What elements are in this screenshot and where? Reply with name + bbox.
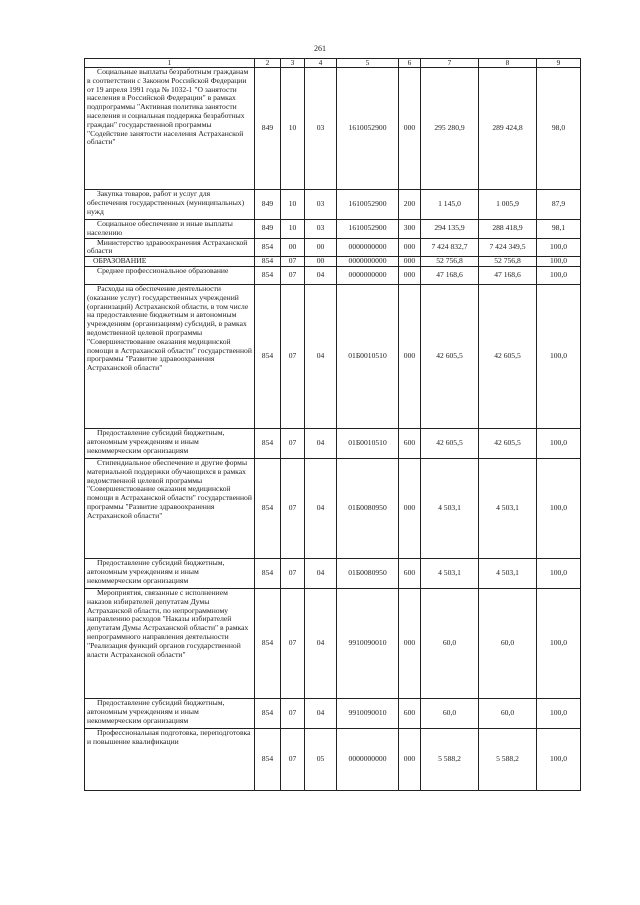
execution-percent: 98,0 (537, 68, 581, 190)
section-code: 07 (281, 266, 305, 284)
section-code: 07 (281, 588, 305, 698)
ministry-code: 849 (255, 220, 281, 239)
ministry-code: 854 (255, 238, 281, 257)
ministry-code: 849 (255, 68, 281, 190)
section-code: 07 (281, 698, 305, 728)
approved-amount: 7 424 832,7 (421, 238, 479, 257)
execution-percent: 100,0 (537, 558, 581, 588)
row-name: Предоставление субсидий бюджетным, автономным учреждениям и иным некоммерческим организациям (85, 428, 255, 458)
table-row (85, 698, 581, 728)
approved-amount: 295 280,9 (421, 68, 479, 190)
row-name: Мероприятия, связанные с исполнением наказов избирателей депутатам Думы Астраханской области, по непрограммному направлению расходов "Наказы избирателей депутатам Думы Астраханской области" в рамках непрограммного направления деятельности "Реализация функций органов государственной власти Астраханской области" (85, 588, 255, 698)
subsection-code: 04 (305, 284, 337, 428)
table-row (85, 190, 581, 220)
section-code: 07 (281, 257, 305, 267)
execution-percent: 100,0 (537, 238, 581, 257)
execution-percent: 100,0 (537, 266, 581, 284)
section-code: 10 (281, 68, 305, 190)
expense-type-code: 000 (399, 284, 421, 428)
approved-amount: 42 605,5 (421, 284, 479, 428)
ministry-code: 854 (255, 458, 281, 558)
page-number: 261 (314, 44, 326, 53)
row-name: Профессиональная подготовка, переподготовка и повышение квалификации (85, 728, 255, 790)
column-number: 9 (537, 59, 581, 68)
subsection-code: 04 (305, 266, 337, 284)
table-row (85, 266, 581, 284)
subsection-code: 04 (305, 698, 337, 728)
ministry-code: 854 (255, 558, 281, 588)
ministry-code: 854 (255, 588, 281, 698)
column-number: 2 (255, 59, 281, 68)
section-code: 07 (281, 428, 305, 458)
approved-amount: 4 503,1 (421, 558, 479, 588)
subsection-code: 05 (305, 728, 337, 790)
column-number: 5 (337, 59, 399, 68)
column-number: 1 (85, 59, 255, 68)
section-code: 07 (281, 558, 305, 588)
approved-amount: 42 605,5 (421, 428, 479, 458)
budget-table (84, 58, 581, 791)
execution-percent: 100,0 (537, 698, 581, 728)
target-code: 9910090010 (337, 588, 399, 698)
executed-amount: 60,0 (479, 588, 537, 698)
section-code: 07 (281, 728, 305, 790)
column-number-row (85, 59, 581, 68)
ministry-code: 854 (255, 698, 281, 728)
approved-amount: 52 756,8 (421, 257, 479, 267)
section-code: 10 (281, 190, 305, 220)
approved-amount: 1 145,0 (421, 190, 479, 220)
expense-type-code: 000 (399, 68, 421, 190)
section-code: 07 (281, 458, 305, 558)
expense-type-code: 000 (399, 588, 421, 698)
row-name: Социальное обеспечение и иные выплаты населению (85, 220, 255, 239)
executed-amount: 7 424 349,5 (479, 238, 537, 257)
ministry-code: 854 (255, 266, 281, 284)
target-code: 01Б0080950 (337, 458, 399, 558)
table-row (85, 257, 581, 267)
row-name: Среднее профессиональное образование (85, 266, 255, 284)
executed-amount: 4 503,1 (479, 458, 537, 558)
row-name: Социальные выплаты безработным гражданам в соответствии с Законом Российской Федерации от 19 апреля 1991 года № 1032-1 "О занятости населения в Российской Федерации" в рамках подпрограммы "Активная политика занятости населения и социальная поддержка безработных граждан" государственной программы "Содействие занятости населения Астраханской области" (85, 68, 255, 190)
approved-amount: 60,0 (421, 698, 479, 728)
target-code: 1610052900 (337, 190, 399, 220)
target-code: 01Б0010510 (337, 428, 399, 458)
column-number: 3 (281, 59, 305, 68)
executed-amount: 42 605,5 (479, 284, 537, 428)
ministry-code: 854 (255, 257, 281, 267)
expense-type-code: 000 (399, 238, 421, 257)
target-code: 9910090010 (337, 698, 399, 728)
expense-type-code: 300 (399, 220, 421, 239)
ministry-code: 854 (255, 284, 281, 428)
subsection-code: 03 (305, 190, 337, 220)
executed-amount: 52 756,8 (479, 257, 537, 267)
subsection-code: 00 (305, 238, 337, 257)
column-number: 7 (421, 59, 479, 68)
execution-percent: 87,9 (537, 190, 581, 220)
executed-amount: 1 005,9 (479, 190, 537, 220)
column-number: 8 (479, 59, 537, 68)
approved-amount: 5 588,2 (421, 728, 479, 790)
table-row (85, 728, 581, 790)
row-name: Предоставление субсидий бюджетным, автономным учреждениям и иным некоммерческим организациям (85, 558, 255, 588)
target-code: 1610052900 (337, 220, 399, 239)
execution-percent: 100,0 (537, 257, 581, 267)
expense-type-code: 600 (399, 428, 421, 458)
approved-amount: 4 503,1 (421, 458, 479, 558)
approved-amount: 60,0 (421, 588, 479, 698)
section-code: 00 (281, 238, 305, 257)
target-code: 0000000000 (337, 257, 399, 267)
target-code: 0000000000 (337, 728, 399, 790)
section-code: 10 (281, 220, 305, 239)
row-name: Стипендиальное обеспечение и другие формы материальной поддержки обучающихся в рамках ведомственной целевой программы "Совершенствование оказания медицинской помощи в Астраханской области" государственной программы "Развитие здравоохранения Астраханской области" (85, 458, 255, 558)
execution-percent: 100,0 (537, 284, 581, 428)
subsection-code: 04 (305, 558, 337, 588)
ministry-code: 854 (255, 728, 281, 790)
row-name: Министерство здравоохранения Астраханской области (85, 238, 255, 257)
approved-amount: 294 135,9 (421, 220, 479, 239)
table-row (85, 238, 581, 257)
row-name: Закупка товаров, работ и услуг для обеспечения государственных (муниципальных) нужд (85, 190, 255, 220)
approved-amount: 47 168,6 (421, 266, 479, 284)
expense-type-code: 600 (399, 698, 421, 728)
expense-type-code: 600 (399, 558, 421, 588)
target-code: 1610052900 (337, 68, 399, 190)
row-name: ОБРАЗОВАНИЕ (85, 257, 255, 267)
expense-type-code: 000 (399, 728, 421, 790)
execution-percent: 100,0 (537, 428, 581, 458)
executed-amount: 47 168,6 (479, 266, 537, 284)
execution-percent: 100,0 (537, 458, 581, 558)
executed-amount: 289 424,8 (479, 68, 537, 190)
subsection-code: 04 (305, 588, 337, 698)
table-row (85, 458, 581, 558)
expense-type-code: 000 (399, 257, 421, 267)
execution-percent: 98,1 (537, 220, 581, 239)
column-number: 6 (399, 59, 421, 68)
target-code: 01Б0010510 (337, 284, 399, 428)
subsection-code: 03 (305, 220, 337, 239)
subsection-code: 03 (305, 68, 337, 190)
target-code: 01Б0080950 (337, 558, 399, 588)
execution-percent: 100,0 (537, 588, 581, 698)
executed-amount: 42 605,5 (479, 428, 537, 458)
expense-type-code: 200 (399, 190, 421, 220)
ministry-code: 849 (255, 190, 281, 220)
expense-type-code: 000 (399, 458, 421, 558)
column-number: 4 (305, 59, 337, 68)
execution-percent: 100,0 (537, 728, 581, 790)
table-row (85, 68, 581, 190)
table-row (85, 220, 581, 239)
executed-amount: 60,0 (479, 698, 537, 728)
target-code: 0000000000 (337, 266, 399, 284)
target-code: 0000000000 (337, 238, 399, 257)
subsection-code: 04 (305, 458, 337, 558)
section-code: 07 (281, 284, 305, 428)
table-row (85, 588, 581, 698)
executed-amount: 4 503,1 (479, 558, 537, 588)
expense-type-code: 000 (399, 266, 421, 284)
table-row (85, 284, 581, 428)
ministry-code: 854 (255, 428, 281, 458)
subsection-code: 00 (305, 257, 337, 267)
executed-amount: 5 588,2 (479, 728, 537, 790)
subsection-code: 04 (305, 428, 337, 458)
row-name: Предоставление субсидий бюджетным, автономным учреждениям и иным некоммерческим организациям (85, 698, 255, 728)
table-row (85, 558, 581, 588)
executed-amount: 288 418,9 (479, 220, 537, 239)
row-name: Расходы на обеспечение деятельности (оказание услуг) государственных учреждений (организаций) Астраханской области, в том числе на предоставление бюджетным и автономным учреждениям (организациям) субсидий, в рамках ведомственной целевой программы "Совершенствование оказания медицинской помощи в Астраханской области" государственной программы "Развитие здравоохранения Астраханской области" (85, 284, 255, 428)
table-row (85, 428, 581, 458)
